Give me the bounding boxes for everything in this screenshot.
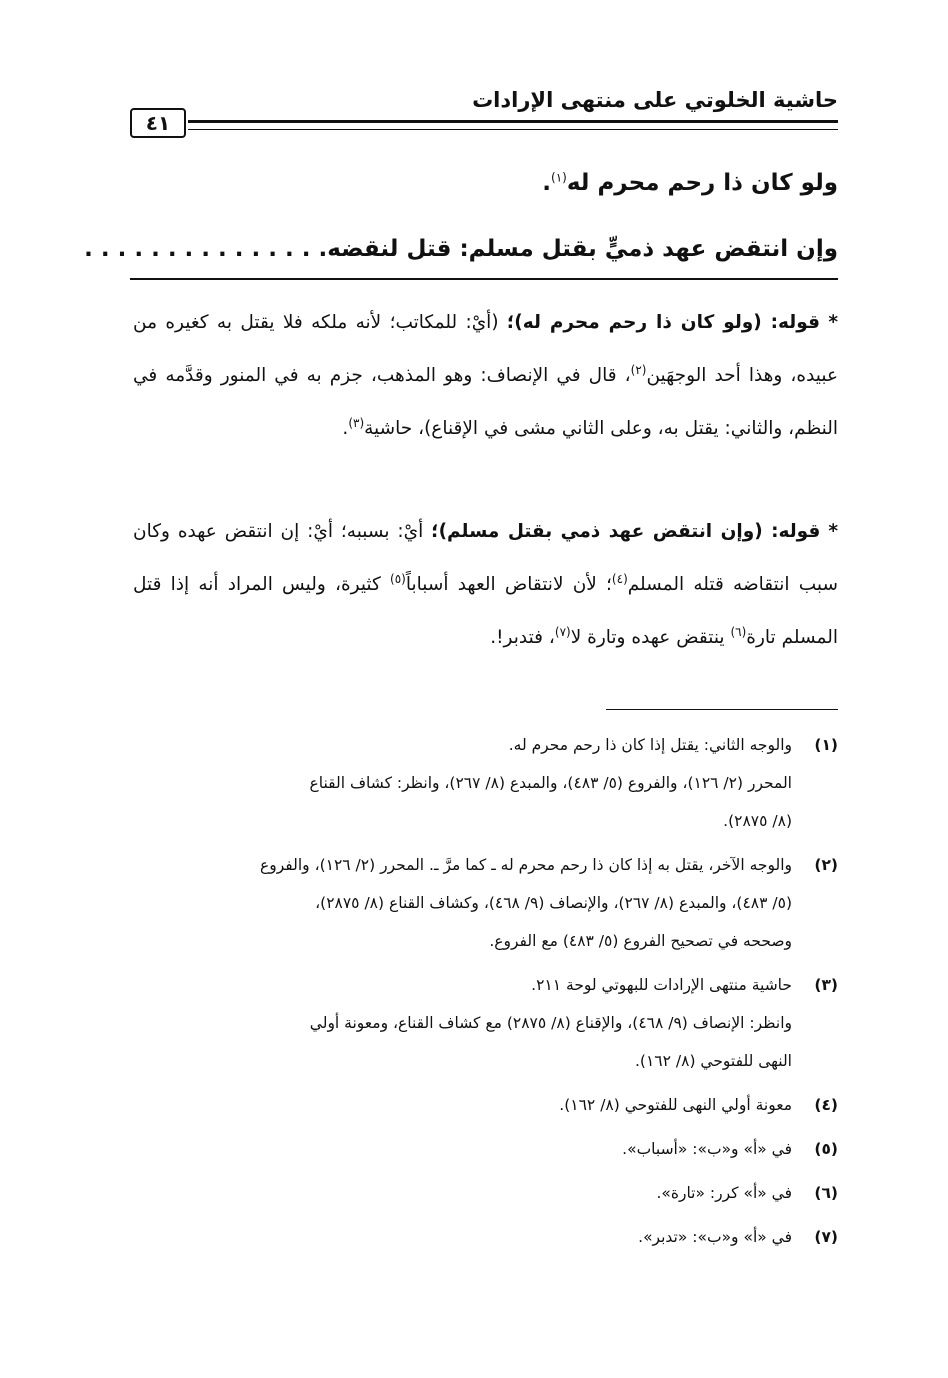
footnote-line: (٥/ ٤٨٣)، والمبدع (٨/ ٢٦٧)، والإنصاف (٩/ ٤٦٨)، وكشاف القناع (٨/ ٢٨٧٥)، <box>315 894 792 912</box>
footnote-line: وانظر: الإنصاف (٩/ ٤٦٨)، والإقناع (٨/ ٢٨٧٥) مع كشاف القناع، ومعونة أولي <box>309 1014 792 1032</box>
footnote-item <box>130 1174 838 1212</box>
page-number: ٤١ <box>130 108 186 138</box>
footnote-item <box>130 846 838 960</box>
commentary-text: . <box>342 418 349 439</box>
commentary-text: ، فتدبر!. <box>490 627 555 648</box>
footnote-ref: (٧) <box>554 624 571 639</box>
footnote-number: (٥) <box>814 1140 838 1158</box>
footnote-body <box>130 966 792 1080</box>
footnote-line: وصححه في تصحيح الفروع (٥/ ٤٨٣) مع الفروع. <box>489 932 792 950</box>
footnote-line: النهى للفتوحي (٨/ ١٦٢). <box>634 1052 792 1070</box>
footnote-number: (٣) <box>814 976 838 994</box>
footnote-line: في «أ» كرر: «تارة». <box>656 1184 792 1202</box>
asterisk-marker: * <box>828 312 838 333</box>
footnote-line: (٨/ ٢٨٧٥). <box>723 812 792 830</box>
footnote-body <box>130 1218 792 1256</box>
matn-separator-rule <box>130 278 838 280</box>
commentary-text: (أيْ: للمكاتب؛ لأنه ملكه فلا يقتل به كغيره من عبيده، وهذا أحد الوجهَين <box>133 312 838 386</box>
footnote-ref: (١) <box>551 170 567 185</box>
matn-line-1-text: ولو كان ذا رحم محرم له <box>566 170 838 196</box>
footnote-body <box>130 1130 792 1168</box>
footnote-number: (٧) <box>814 1228 838 1246</box>
footnote-item <box>130 726 838 840</box>
matn-line-1 <box>128 170 838 196</box>
footnote-line: والوجه الآخر، يقتل به إذا كان ذا رحم محرم له ـ كما مرَّ ـ. المحرر (٢/ ١٢٦)، والفروع <box>260 856 792 874</box>
footnote-separator-rule <box>606 709 838 710</box>
commentary-text: ، قال في الإنصاف: وهو المذهب، جزم به في المنور وقدَّمه في النظم، والثاني: يقتل به، وعلى الثاني مشى في الإقناع)، حاشية <box>133 365 838 439</box>
commentary-lead: قوله: (ولو كان ذا رحم محرم له)؛ <box>506 312 820 333</box>
footnote-number: (٤) <box>814 1096 838 1114</box>
footnote-line: المحرر (٢/ ١٢٦)، والفروع (٥/ ٤٨٣)، والمبدع (٨/ ٢٦٧)، وانظر: كشاف القناع <box>309 774 792 792</box>
asterisk-marker: * <box>828 521 838 542</box>
footnote-item <box>130 966 838 1080</box>
running-title: حاشية الخلوتي على منتهى الإرادات <box>472 88 838 112</box>
footnote-line: حاشية منتهى الإرادات للبهوتي لوحة ٢١١. <box>531 976 792 994</box>
footnote-line: والوجه الثاني: يقتل إذا كان ذا رحم محرم له. <box>508 736 792 754</box>
footnote-line: في «أ» و«ب»: «أسباب». <box>622 1140 792 1158</box>
footnote-body <box>130 1086 792 1124</box>
footnote-number: (٦) <box>814 1184 838 1202</box>
footnote-item <box>130 1218 838 1256</box>
footnote-line: معونة أولي النهى للفتوحي (٨/ ١٦٢). <box>559 1096 792 1114</box>
footnote-ref: (٤) <box>611 571 628 586</box>
commentary-text: ينتقض عهده وتارة لا <box>570 627 731 648</box>
commentary-text: كثيرة، وليس المراد أنه إذا قتل المسلم تارة <box>133 574 838 648</box>
footnote-item <box>130 1130 838 1168</box>
matn-line-1-end: . <box>542 170 552 196</box>
footnote-ref: (٦) <box>730 624 747 639</box>
footnote-ref: (٥) <box>390 571 406 586</box>
footnote-ref: (٣) <box>348 415 365 430</box>
footnote-ref: (٢) <box>630 362 647 377</box>
header-rule <box>188 120 838 130</box>
commentary-text: أيْ: بسببه؛ أيْ: إن انتقض عهده وكان سبب انتقاضه قتله المسلم <box>133 521 838 595</box>
commentary-paragraph-1 <box>133 296 838 455</box>
commentary-text: ؛ لأن لانتقاض العهد أسباباً <box>405 574 612 595</box>
commentary-paragraph-2 <box>133 505 838 664</box>
footnote-body <box>130 1174 792 1212</box>
matn-line-2: وإن انتقض عهد ذميٍّ بقتل مسلم: قتل لنقضه. . . . . . . . . . . . . . . <box>84 236 838 262</box>
footnote-number: (١) <box>814 736 838 754</box>
commentary-lead: قوله: (وإن انتقض عهد ذمي بقتل مسلم)؛ <box>431 521 821 542</box>
footnote-number: (٢) <box>814 856 838 874</box>
footnote-body <box>130 846 792 960</box>
footnote-item <box>130 1086 838 1124</box>
footnotes <box>130 726 838 1262</box>
footnote-body <box>130 726 792 840</box>
footnote-line: في «أ» و«ب»: «تدبر». <box>638 1228 792 1246</box>
